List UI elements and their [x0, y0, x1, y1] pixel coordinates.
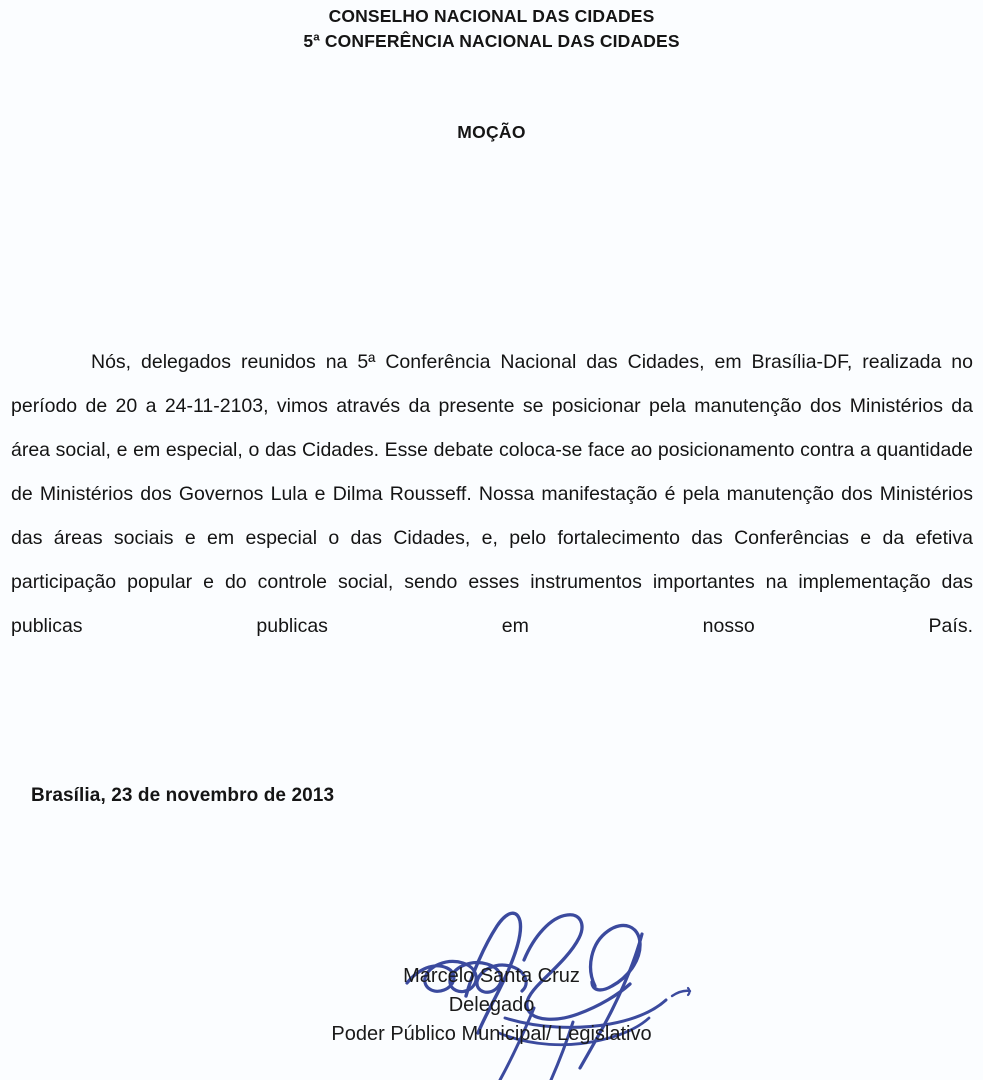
header-line-council: CONSELHO NACIONAL DAS CIDADES [328, 6, 655, 26]
place-and-date: Brasília, 23 de novembro de 2013 [31, 785, 335, 806]
signer-entity: Poder Público Municipal/ Legislativo [331, 1023, 652, 1045]
signer-details [0, 962, 983, 1049]
body-paragraph: Nós, delegados reunidos na 5ª Conferência Nacional das Cidades, em Brasília-DF, realizada no período de 20 a 24-11-2103, vimos através da presente se posicionar pela manutenção dos Ministérios da área social, e em especial, o das Cidades. Esse debate coloca-se face ao posicionamento contra a quantidade de Ministérios dos Governos Lula e Dilma Rousseff. Nossa manifestação é pela manutenção dos Ministérios das áreas sociais e em especial o das Cidades, e, pelo fortalecimento das Conferências e da efetiva participação popular e do controle social, sendo esses instrumentos importantes na implementação das publicas publicas em nosso País. [11, 351, 973, 637]
signer-role: Delegado [448, 994, 535, 1016]
signature-block [0, 900, 983, 1080]
signer-name: Marcelo Santa Cruz [403, 965, 580, 987]
page-title: MOÇÃO [457, 122, 526, 142]
header-line-conference: 5ª CONFERÊNCIA NACIONAL DAS CIDADES [303, 31, 680, 51]
document-header [0, 4, 983, 54]
